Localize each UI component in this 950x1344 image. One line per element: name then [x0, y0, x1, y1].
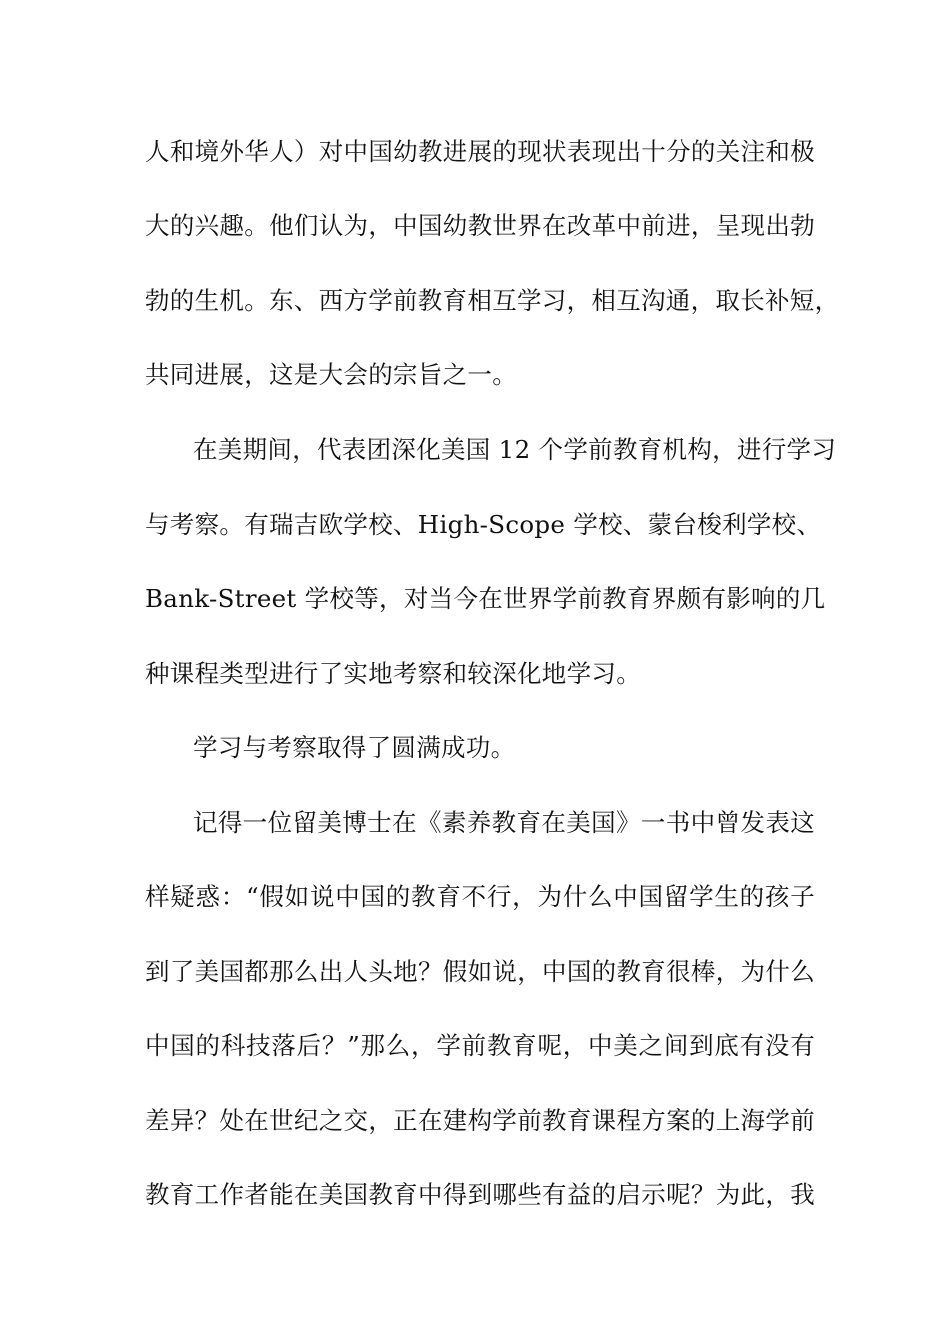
paragraph-line: 记得一位留美博士在《素养教育在美国》一书中曾发表这 — [193, 808, 815, 837]
paragraph-line: 人和境外华人）对中国幼教进展的现状表现出十分的关注和极 — [145, 137, 815, 166]
paragraph-line: 大的兴趣。他们认为，中国幼教世界在改革中前进，呈现出勃 — [145, 211, 815, 240]
paragraph-line: 种课程类型进行了实地考察和较深化地学习。 — [145, 659, 641, 688]
paragraph-line: 到了美国都那么出人头地？假如说，中国的教育很棒，为什么 — [145, 957, 815, 986]
paragraph-line: 共同进展，这是大会的宗旨之一。 — [145, 360, 517, 389]
paragraph-line: 教育工作者能在美国教育中得到哪些有益的启示呢？为此，我 — [145, 1180, 815, 1209]
paragraph-line: Bank-Street 学校等，对当今在世界学前教育界颇有影响的几 — [145, 584, 826, 613]
paragraph-line: 中国的科技落后？”那么，学前教育呢，中美之间到底有没有 — [145, 1031, 815, 1060]
paragraph-line: 勃的生机。东、西方学前教育相互学习，相互沟通，取长补短， — [145, 286, 840, 315]
paragraph-line: 样疑惑：“假如说中国的教育不行，为什么中国留学生的孩子 — [145, 882, 815, 911]
paragraph-line: 学习与考察取得了圆满成功。 — [193, 733, 516, 762]
paragraph-line: 差异？处在世纪之交，正在建构学前教育课程方案的上海学前 — [145, 1106, 815, 1135]
paragraph-line: 在美期间，代表团深化美国 12 个学前教育机构，进行学习 — [193, 435, 837, 464]
paragraph-line: 与考察。有瑞吉欧学校、High-Scope 学校、蒙台梭利学校、 — [145, 510, 822, 539]
